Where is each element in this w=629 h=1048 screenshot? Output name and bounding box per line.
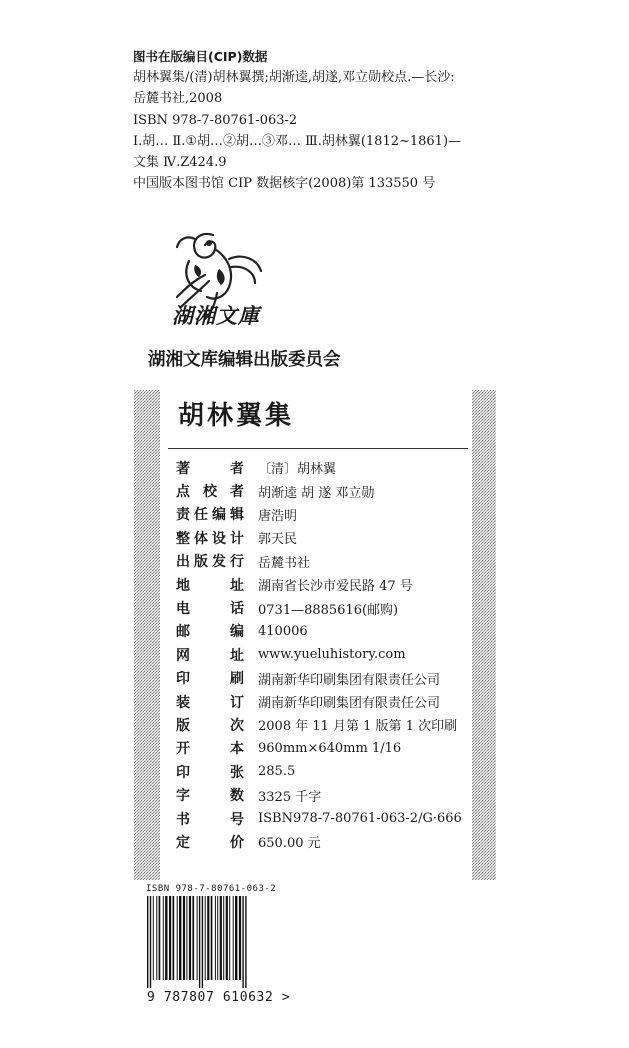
barcode-bar — [239, 896, 241, 980]
info-label-char: 体 — [194, 530, 208, 547]
barcode-bar — [229, 896, 230, 980]
info-row — [176, 596, 476, 619]
info-label — [176, 715, 244, 735]
barcode-bar — [183, 896, 185, 980]
cip-line: Ⅰ.胡… Ⅱ.①胡…②胡…③邓… Ⅲ.胡林翼(1812~1861)— — [133, 133, 462, 149]
info-label-char: 开 — [176, 741, 190, 758]
barcode-bar — [245, 896, 246, 988]
info-value: 3325 千字 — [258, 789, 322, 805]
info-value: 湖南省长沙市爱民路 47 号 — [258, 579, 413, 595]
barcode-bar — [169, 896, 171, 980]
info-label-char: 书 — [176, 811, 190, 828]
barcode-bar — [192, 896, 194, 980]
info-label-char: 计 — [230, 530, 244, 547]
barcode-bar — [189, 896, 191, 980]
cip-line: 胡林翼集/(清)胡林翼撰;胡渐逵,胡遂,邓立勋校点.—长沙: — [133, 70, 455, 86]
info-value: 〔清〕胡林翼 — [258, 462, 337, 478]
info-label-char: 任 — [194, 507, 208, 524]
barcode-bar — [235, 896, 237, 980]
info-row — [176, 690, 476, 713]
publication-info — [176, 456, 476, 854]
info-value: 湖南新华印刷集团有限责任公司 — [258, 696, 441, 712]
barcode-bar — [153, 896, 154, 980]
info-label-char: 数 — [230, 788, 244, 805]
barcode-bar — [156, 896, 157, 980]
info-label-char: 邮 — [176, 624, 190, 641]
info-label — [176, 762, 244, 782]
info-row — [176, 573, 476, 596]
cip-line: 文集 Ⅳ.Z424.9 — [133, 155, 227, 171]
info-label — [176, 575, 244, 595]
cip-heading: 图书在版编目(CIP)数据 — [133, 49, 268, 64]
info-label — [176, 504, 244, 524]
info-label — [176, 528, 244, 548]
info-value: 0731—8885616(邮购) — [258, 602, 399, 618]
info-row — [176, 830, 476, 853]
info-row — [176, 807, 476, 830]
info-label-char: 版 — [194, 554, 208, 571]
info-label-char: 址 — [230, 647, 244, 664]
info-label-char: 编 — [230, 624, 244, 641]
info-row — [176, 713, 476, 736]
info-value: 湖南新华印刷集团有限责任公司 — [258, 672, 441, 688]
info-label-char: 责 — [176, 507, 190, 524]
info-label — [176, 668, 244, 688]
info-label — [176, 598, 244, 618]
decorative-side-bar-left — [134, 390, 160, 880]
barcode-bar — [163, 896, 164, 980]
info-label-char: 印 — [176, 764, 190, 781]
info-label — [176, 621, 244, 641]
info-value: 285.5 — [258, 764, 296, 780]
info-row — [176, 526, 476, 549]
info-label — [176, 832, 244, 852]
info-label-char: 订 — [230, 694, 244, 711]
info-row — [176, 550, 476, 573]
barcode-bar — [226, 896, 228, 980]
info-label-char: 编 — [212, 507, 226, 524]
info-label-char: 刷 — [230, 671, 244, 688]
info-label-char: 装 — [176, 694, 190, 711]
barcode-bar — [211, 896, 213, 980]
cip-line: ISBN 978-7-80761-063-2 — [133, 112, 298, 128]
barcode-bar — [179, 896, 181, 980]
info-label-char: 号 — [230, 811, 244, 828]
info-label — [176, 738, 244, 758]
barcode-bar — [223, 896, 224, 980]
info-label-char: 辑 — [230, 507, 244, 524]
info-row — [176, 760, 476, 783]
cip-line: 岳麓书社,2008 — [133, 91, 223, 107]
info-row — [176, 503, 476, 526]
info-value: ISBN978-7-80761-063-2/G·666 — [258, 811, 462, 827]
info-label-char: 次 — [230, 717, 244, 734]
info-row — [176, 783, 476, 806]
cip-line: 中国版本图书馆 CIP 数据核字(2008)第 133550 号 — [133, 176, 436, 192]
info-label-char: 点 — [176, 484, 190, 501]
barcode-bar — [159, 896, 161, 980]
info-label-char: 出 — [176, 554, 190, 571]
info-value: 岳麓书社 — [258, 555, 311, 571]
info-label-char: 整 — [176, 530, 190, 547]
info-label-char: 本 — [230, 741, 244, 758]
info-row — [176, 620, 476, 643]
barcode-bar — [186, 896, 187, 980]
info-label-char: 者 — [230, 484, 244, 501]
barcode-bar — [147, 896, 148, 988]
info-label — [176, 809, 244, 829]
info-label — [176, 785, 244, 805]
info-label-char: 价 — [230, 834, 244, 851]
barcode-bar — [220, 896, 222, 980]
info-value: www.yueluhistory.com — [258, 647, 406, 663]
info-label — [176, 645, 244, 665]
barcode-bar — [197, 896, 198, 980]
info-label-char: 行 — [230, 554, 244, 571]
info-label — [176, 692, 244, 712]
info-value: 唐浩明 — [258, 508, 298, 524]
barcode-bar — [215, 896, 216, 980]
info-label — [176, 458, 244, 478]
info-label-char: 定 — [176, 834, 190, 851]
cip-block — [133, 46, 533, 194]
barcode-bar — [242, 896, 243, 988]
info-label-char: 印 — [176, 671, 190, 688]
barcode-bar — [165, 896, 167, 980]
barcode-bar — [205, 896, 206, 980]
info-label-char: 电 — [176, 601, 190, 618]
info-label-char: 著 — [176, 460, 190, 477]
info-label-char: 设 — [212, 530, 226, 547]
info-label-char: 者 — [230, 460, 244, 477]
info-label-char: 张 — [230, 764, 244, 781]
barcode-icon — [143, 896, 283, 988]
info-value: 郭天民 — [258, 532, 298, 548]
barcode-bar — [199, 896, 200, 988]
barcode-bar — [177, 896, 178, 980]
barcode-bar — [173, 896, 175, 980]
info-value: 2008 年 11 月第 1 版第 1 次印刷 — [258, 719, 458, 735]
info-label-char: 字 — [176, 788, 190, 805]
info-label-char: 地 — [176, 577, 190, 594]
info-value: 960mm×640mm 1/16 — [258, 740, 402, 756]
info-label — [176, 481, 244, 501]
info-label-char: 发 — [212, 554, 226, 571]
barcode-isbn-label: ISBN 978-7-80761-063-2 — [146, 884, 277, 894]
info-value: 410006 — [258, 623, 308, 639]
barcode-bar — [233, 896, 234, 980]
info-row — [176, 456, 476, 479]
barcode-bar — [217, 896, 218, 980]
info-row — [176, 737, 476, 760]
book-title: 胡林翼集 — [178, 401, 295, 431]
logo-text: 湖湘文庫 — [172, 303, 260, 328]
info-label-char: 版 — [176, 717, 190, 734]
barcode-bar — [202, 896, 203, 988]
barcode-bar — [150, 896, 151, 988]
info-label-char: 校 — [203, 484, 217, 501]
info-label-char: 址 — [230, 577, 244, 594]
barcode-bar — [207, 896, 209, 980]
info-row — [176, 479, 476, 502]
committee-name: 湖湘文库编辑出版委员会 — [148, 350, 341, 370]
info-value: 胡渐逵 胡 遂 邓立勋 — [258, 485, 375, 501]
info-label-char: 话 — [230, 601, 244, 618]
info-value: 650.00 元 — [258, 836, 321, 852]
title-divider — [168, 448, 468, 449]
info-label — [176, 551, 244, 571]
info-row — [176, 643, 476, 666]
barcode-digits: 9 787807 610632 > — [147, 990, 291, 1005]
info-label-char: 网 — [176, 647, 190, 664]
info-row — [176, 667, 476, 690]
